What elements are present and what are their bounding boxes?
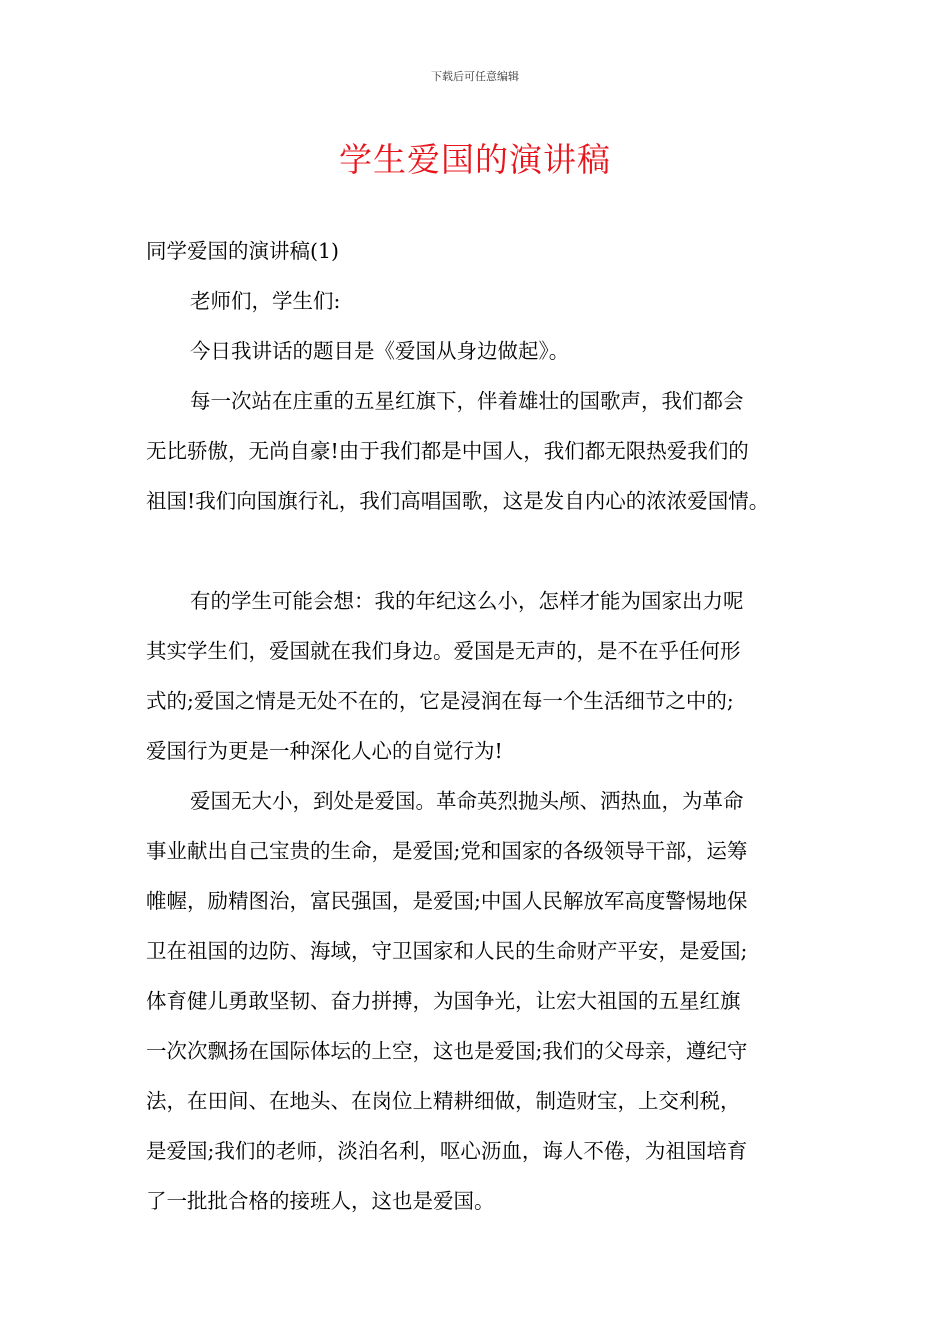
paragraph-line: 法，在田间、在地头、在岗位上精耕细做，制造财宝，上交利税， — [146, 1089, 741, 1113]
paragraph-line: 爱国无大小，到处是爱国。革命英烈抛头颅、洒热血，为革命 — [190, 789, 744, 813]
paragraph-line: 每一次站在庄重的五星红旗下，伴着雄壮的国歌声，我们都会 — [190, 389, 744, 413]
header-note: 下载后可任意编辑 — [431, 70, 519, 83]
paragraph-line: 是爱国;我们的老师，淡泊名利，呕心沥血，诲人不倦，为祖国培育 — [146, 1139, 748, 1163]
paragraph-1 — [146, 376, 812, 526]
paragraph-line: 一次次飘扬在国际体坛的上空，这也是爱国;我们的父母亲，遵纪守 — [146, 1039, 748, 1063]
intro-line: 今日我讲话的题目是《爱国从身边做起》。 — [190, 339, 570, 363]
paragraph-line: 事业献出自己宝贵的生命，是爱国;党和国家的各级领导干部，运筹 — [146, 839, 748, 863]
paragraph-line: 祖国!我们向国旗行礼，我们高唱国歌，这是发自内心的浓浓爱国情。 — [146, 489, 770, 513]
salutation: 老师们，学生们: — [190, 289, 341, 313]
paragraph-line: 有的学生可能会想：我的年纪这么小，怎样才能为国家出力呢 — [190, 589, 744, 613]
paragraph-line: 无比骄傲，无尚自豪!由于我们都是中国人，我们都无限热爱我们的 — [146, 439, 749, 463]
paragraph-line: 帷幄，励精图治，富民强国，是爱国;中国人民解放军高度警惕地保 — [146, 889, 748, 913]
paragraph-3 — [146, 776, 812, 1226]
paragraph-line: 爱国行为更是一种深化人心的自觉行为! — [146, 739, 503, 763]
document-title: 学生爱国的演讲稿 — [339, 140, 611, 179]
paragraph-line: 卫在祖国的边防、海域，守卫国家和人民的生命财产平安，是爱国; — [146, 939, 748, 963]
paragraph-line: 体育健儿勇敢坚韧、奋力拼搏，为国争光，让宏大祖国的五星红旗 — [146, 989, 741, 1013]
paragraph-gap — [146, 526, 812, 576]
paragraph-line: 其实学生们，爱国就在我们身边。爱国是无声的，是不在乎任何形 — [146, 639, 741, 663]
paragraph-line: 式的;爱国之情是无处不在的，它是浸润在每一个生活细节之中的; — [146, 689, 734, 713]
speech-subtitle: 同学爱国的演讲稿(1) — [146, 239, 340, 263]
paragraph-2 — [146, 576, 812, 776]
paragraph-line: 了一批批合格的接班人，这也是爱国。 — [146, 1189, 495, 1213]
document-body — [146, 226, 812, 1226]
